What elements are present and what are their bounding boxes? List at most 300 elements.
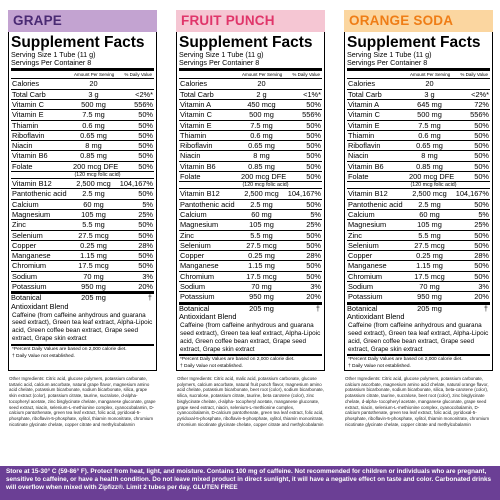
nutrient-amount: 60 mg	[419, 209, 440, 219]
botanical-description: Caffeine (from caffeine anhydrous and guarana seed extract), Green tea leaf extract, Alpha-Lipoic acid, Green coffee bean extract, Grape seed extract, Grape skin extract	[347, 322, 490, 357]
nutrient-name: Vitamin E	[12, 110, 44, 120]
nutrient-dv: 25%	[306, 220, 321, 230]
nutrient-name: Vitamin C	[180, 110, 212, 120]
nutrient-rows	[11, 79, 154, 172]
nutrient-row	[347, 172, 490, 182]
nutrient-name: Calories	[180, 79, 208, 89]
footnote-dagger: † Daily Value not established.	[348, 364, 411, 370]
nutrient-amount: 0.65 mg	[248, 141, 275, 151]
nutrient-name: Vitamin B6	[12, 151, 48, 161]
nutrient-row	[347, 141, 490, 151]
nutrient-amount: 0.6 mg	[250, 130, 273, 140]
nutrient-name: Vitamin E	[348, 120, 380, 130]
serving-size: Serving Size 1 Tube (11 g)	[179, 50, 264, 59]
nutrient-amount: 950 mg	[417, 292, 442, 302]
nutrient-amount: 20	[257, 79, 266, 89]
nutrient-name: Vitamin B12	[348, 189, 388, 199]
botanical-description: Caffeine (from caffeine anhydrous and guarana seed extract), Green tea leaf extract, Alpha-Lipoic acid, Green coffee bean extract, Grape seed extract, Grape skin extract	[179, 322, 322, 357]
nutrient-row	[11, 231, 154, 241]
nutrient-amount: 27.5 mcg	[78, 230, 109, 240]
nutrient-dv: 50%	[474, 240, 489, 250]
nutrient-dv: 104,167%	[287, 189, 321, 199]
label-title: Supplement Facts	[347, 34, 481, 51]
nutrient-amount: 27.5 mcg	[414, 240, 445, 250]
nutrient-rows-2	[11, 179, 154, 292]
dv-header: % Daily Value	[460, 72, 488, 78]
nutrient-amount: 2,500 mcg	[76, 179, 111, 189]
nutrient-name: Manganese	[12, 251, 51, 261]
nutrient-row	[179, 79, 322, 89]
nutrient-dv: 50%	[306, 230, 321, 240]
footnote-dv: *Percent Daily Values are based on 2,000 calorie diet.	[348, 357, 463, 363]
nutrient-row	[179, 172, 322, 182]
nutrient-name: Chromium	[12, 261, 47, 271]
nutrient-row	[179, 189, 322, 199]
nutrient-row	[11, 282, 154, 292]
nutrient-name: Potassium	[348, 292, 383, 302]
nutrient-amount: 8 mg	[421, 151, 438, 161]
nutrient-amount: 200 mcg DFE	[73, 161, 119, 171]
nutrient-amount: 0.85 mg	[248, 161, 275, 171]
nutrient-name: Chromium	[348, 271, 383, 281]
nutrient-dv: 50%	[138, 151, 153, 161]
flavor-banner: FRUIT PUNCH	[176, 10, 325, 32]
amount-header: Amount Per Serving	[242, 72, 283, 78]
nutrient-amount: 950 mg	[249, 292, 274, 302]
nutrient-name: Copper	[12, 240, 37, 250]
nutrient-row	[179, 251, 322, 261]
nutrient-name: Riboflavin	[180, 141, 213, 151]
nutrient-dv: 556%	[134, 100, 153, 109]
botanical-name: Botanical Antioxidant Blend	[11, 293, 69, 311]
nutrient-amount: 0.25 mg	[416, 251, 443, 261]
nutrient-amount: 3 g	[88, 89, 99, 99]
nutrient-row	[347, 162, 490, 172]
nutrient-name: Vitamin B6	[348, 161, 384, 171]
nutrient-amount: 2,500 mcg	[244, 189, 279, 199]
nutrient-row	[179, 241, 322, 251]
nutrient-amount: 70 mg	[251, 282, 272, 292]
flavor-banner: ORANGE SODA	[344, 10, 493, 32]
nutrient-amount: 645 mg	[417, 100, 442, 109]
nutrient-dv: 50%	[306, 199, 321, 209]
nutrient-dv: 50%	[138, 251, 153, 261]
storage-notice: Store at 15-30° C (59-86° F). Protect from heat, light, and moisture. Contains 100 mg of caffeine. Not recommended for children or individuals who are pregnant, sensitive to caffeine, or have a health condition. Do not leave mixed product in direct sunlight, it will have a negative effect on taste and color. Carbonated drinks will overflow when mixed with Zipfizz®. Limit 2 tubes per day. GLUTEN FREE	[0, 466, 500, 500]
nutrient-name: Vitamin A	[180, 100, 212, 109]
nutrient-name: Vitamin C	[12, 100, 44, 109]
nutrient-row	[179, 131, 322, 141]
nutrient-row	[347, 241, 490, 251]
label-title: Supplement Facts	[179, 34, 313, 51]
nutrient-amount: 27.5 mcg	[246, 240, 277, 250]
flavor-banner: GRAPE	[8, 10, 157, 32]
nutrient-row	[11, 251, 154, 261]
nutrient-name: Calories	[348, 79, 376, 89]
nutrient-row	[11, 261, 154, 271]
nutrient-amount: 5.5 mg	[418, 230, 441, 240]
nutrient-name: Copper	[348, 251, 373, 261]
nutrient-dv: 50%	[306, 141, 321, 151]
nutrient-dv	[450, 79, 490, 88]
nutrient-row	[347, 220, 490, 230]
nutrient-dv: 28%	[138, 240, 153, 250]
folate-sub: (120 mcg folic acid)	[179, 182, 322, 189]
nutrient-amount: 7.5 mg	[418, 120, 441, 130]
nutrient-amount: 1.15 mg	[248, 261, 275, 271]
nutrient-row	[11, 200, 154, 210]
nutrient-row	[179, 261, 322, 271]
nutrient-dv: 3%	[310, 282, 321, 292]
panel-orange-soda	[344, 10, 493, 427]
nutrient-row	[179, 272, 322, 282]
nutrient-row	[11, 131, 154, 141]
nutrient-amount: 0.85 mg	[416, 161, 443, 171]
nutrient-name: Selenium	[12, 230, 43, 240]
nutrient-name: Calories	[12, 79, 40, 89]
nutrient-name: Magnesium	[12, 209, 51, 219]
nutrient-row	[179, 282, 322, 292]
nutrient-row	[347, 131, 490, 141]
nutrient-name: Vitamin C	[348, 110, 380, 120]
nutrient-name: Zinc	[180, 230, 194, 240]
other-ingredients: Other Ingredients: Citric acid, glucose polymers, potassium carbonate, tartaric acid, calcium ascorbate, natural grape flavor, magnesium amino acid chelate, potassium bicarbonate, sodium bicarbonate, silica, grape skin extract (color), potassium citrate, taurine, sucralose, d-alpha-tocopheryl acetate, zinc bisglycinate chelate, manganese gluconate, grape seed extract, niacin, selenium-L-methionine complex, cyanocobalamin, D-calcium pantothenate, green tea leaf extract, folic acid, pyridoxal-5-phosphate, riboflavin-5-phosphate, xylitol, thiamin mononitrate, chromium nicotinate glycinate chelate, copper citrate and methylcobalamin	[9, 376, 156, 427]
nutrient-dv: 3%	[142, 271, 153, 281]
nutrient-amount: 0.6 mg	[418, 130, 441, 140]
botanical-row	[347, 305, 490, 322]
nutrient-row	[347, 151, 490, 161]
nutrient-name: Pantothenic acid	[348, 199, 403, 209]
botanical-name: Botanical Antioxidant Blend	[347, 303, 405, 322]
nutrient-amount: 200 mcg DFE	[241, 172, 287, 182]
nutrient-dv: 50%	[306, 120, 321, 130]
nutrient-name: Magnesium	[348, 220, 387, 230]
nutrient-amount: 500 mg	[81, 100, 106, 109]
nutrient-dv: 50%	[306, 130, 321, 140]
nutrient-dv: 50%	[306, 172, 321, 182]
nutrient-dv: 50%	[138, 141, 153, 151]
panel-fruit-punch	[176, 10, 325, 427]
nutrient-name: Selenium	[348, 240, 379, 250]
footnote-dv: *Percent Daily Values are based on 2,000 calorie diet.	[12, 347, 127, 353]
nutrient-row	[11, 220, 154, 230]
nutrient-dv: 5%	[310, 209, 321, 219]
nutrient-row	[179, 210, 322, 220]
nutrient-name: Niacin	[180, 151, 201, 161]
nutrient-dv: 104,167%	[119, 179, 153, 189]
nutrient-row	[347, 231, 490, 241]
servings-per-container: Servings Per Container 8	[179, 58, 260, 68]
nutrient-amount: 20	[425, 79, 434, 89]
nutrient-name: Calcium	[180, 209, 207, 219]
nutrient-row	[347, 90, 490, 100]
nutrient-amount: 0.65 mg	[80, 130, 107, 140]
nutrient-amount: 60 mg	[83, 199, 104, 209]
supplement-facts-label	[176, 32, 325, 371]
nutrient-dv	[114, 79, 154, 88]
nutrient-name: Riboflavin	[348, 141, 381, 151]
nutrient-amount: 450 mcg	[247, 100, 276, 109]
nutrient-dv: 50%	[138, 161, 153, 171]
nutrient-amount: 5.5 mg	[82, 220, 105, 230]
nutrient-rows-2	[347, 189, 490, 302]
nutrient-name: Pantothenic acid	[180, 199, 235, 209]
nutrient-dv: 50%	[474, 141, 489, 151]
nutrient-name: Manganese	[348, 261, 387, 271]
nutrient-dv: 50%	[474, 151, 489, 161]
footnote-dagger: † Daily Value not established.	[12, 354, 75, 360]
nutrient-amount: 60 mg	[251, 209, 272, 219]
nutrient-row	[347, 110, 490, 120]
serving-size: Serving Size 1 Tube (11 g)	[347, 50, 432, 59]
nutrient-dv: 50%	[306, 261, 321, 271]
nutrient-dv: 50%	[474, 130, 489, 140]
botanical-dv: †	[315, 303, 320, 313]
nutrient-dv: 50%	[138, 130, 153, 140]
nutrient-amount: 200 mcg DFE	[409, 172, 455, 182]
servings-per-container: Servings Per Container 8	[347, 58, 428, 68]
nutrient-dv: 50%	[474, 161, 489, 171]
nutrient-name: Copper	[180, 251, 205, 261]
nutrient-name: Sodium	[180, 282, 206, 292]
nutrient-row	[11, 210, 154, 220]
folate-sub: (120 mcg folic acid)	[347, 182, 490, 189]
nutrient-amount: 70 mg	[419, 282, 440, 292]
nutrient-name: Thiamin	[348, 130, 375, 140]
nutrient-name: Calcium	[348, 209, 375, 219]
nutrient-amount: 0.25 mg	[80, 240, 107, 250]
nutrient-name: Sodium	[348, 282, 374, 292]
nutrient-row	[347, 261, 490, 271]
nutrient-amount: 7.5 mg	[82, 110, 105, 120]
nutrient-amount: 2.5 mg	[82, 189, 105, 199]
nutrient-amount: 17.5 mcg	[414, 271, 445, 281]
nutrient-row	[11, 141, 154, 151]
nutrient-name: Vitamin A	[348, 100, 380, 109]
nutrient-row	[11, 151, 154, 161]
nutrient-row	[347, 210, 490, 220]
nutrient-dv: 50%	[306, 151, 321, 161]
nutrient-amount: 1.15 mg	[80, 251, 107, 261]
nutrient-row	[347, 282, 490, 292]
nutrient-row	[11, 100, 154, 110]
nutrient-name: Total Carb	[12, 89, 46, 99]
nutrient-amount: 2.5 mg	[250, 199, 273, 209]
nutrient-name: Niacin	[12, 141, 33, 151]
nutrient-row	[179, 200, 322, 210]
botanical-dv: †	[483, 303, 488, 313]
nutrient-name: Folate	[348, 172, 369, 182]
nutrient-name: Thiamin	[180, 130, 207, 140]
nutrient-row	[347, 251, 490, 261]
nutrient-dv: 50%	[474, 120, 489, 130]
supplement-facts-label	[8, 32, 157, 371]
nutrient-name: Folate	[12, 161, 33, 171]
botanical-dv: †	[147, 293, 152, 303]
botanical-description: Caffeine (from caffeine anhydrous and guarana seed extract), Green tea leaf extract, Alpha-Lipoic acid, Green coffee bean extract, Grape seed extract, Grape skin extract	[11, 312, 154, 347]
nutrient-amount: 0.65 mg	[416, 141, 443, 151]
nutrient-dv: 50%	[474, 261, 489, 271]
nutrient-row	[11, 90, 154, 100]
nutrient-amount: 17.5 mcg	[246, 271, 277, 281]
nutrient-dv: 50%	[138, 189, 153, 199]
nutrient-row	[179, 141, 322, 151]
nutrient-name: Total Carb	[348, 89, 382, 99]
nutrient-name: Sodium	[12, 271, 38, 281]
column-header	[347, 71, 490, 79]
nutrient-row	[179, 220, 322, 230]
nutrient-row	[179, 151, 322, 161]
nutrient-dv: 72%	[474, 100, 489, 109]
nutrient-dv: 50%	[306, 240, 321, 250]
nutrient-row	[179, 292, 322, 302]
supplement-facts-label	[344, 32, 493, 371]
nutrient-amount: 8 mg	[85, 141, 102, 151]
nutrient-amount: 1.15 mg	[416, 261, 443, 271]
nutrient-row	[347, 121, 490, 131]
dv-header: % Daily Value	[292, 72, 320, 78]
nutrient-dv: 50%	[474, 172, 489, 182]
nutrient-amount: 500 mg	[417, 110, 442, 120]
nutrient-name: Potassium	[12, 282, 47, 292]
nutrient-amount: 2,500 mcg	[412, 189, 447, 199]
nutrient-dv: <2%*	[135, 89, 153, 99]
botanical-row	[11, 294, 154, 311]
nutrient-row	[11, 110, 154, 120]
nutrient-amount: 500 mg	[249, 110, 274, 120]
nutrient-amount: 20	[89, 79, 98, 89]
nutrient-name: Vitamin E	[180, 120, 212, 130]
nutrient-dv: 28%	[474, 251, 489, 261]
nutrient-dv: 25%	[138, 209, 153, 219]
nutrient-amount: 17.5 mcg	[78, 261, 109, 271]
botanical-row	[179, 305, 322, 322]
nutrient-amount: 105 mg	[249, 220, 274, 230]
column-header	[11, 71, 154, 79]
nutrient-row	[11, 179, 154, 189]
nutrient-amount: 0.25 mg	[248, 251, 275, 261]
nutrient-row	[179, 110, 322, 120]
nutrient-name: Selenium	[180, 240, 211, 250]
nutrient-amount: 0.85 mg	[80, 151, 107, 161]
nutrient-amount: 105 mg	[417, 220, 442, 230]
nutrient-amount: 2 g	[256, 89, 267, 99]
footnote-dagger: † Daily Value not established.	[180, 364, 243, 370]
nutrient-row	[11, 79, 154, 89]
nutrient-rows-2	[179, 189, 322, 302]
nutrient-dv: <2%*	[471, 89, 489, 99]
nutrient-dv: 50%	[474, 199, 489, 209]
nutrient-name: Vitamin B6	[180, 161, 216, 171]
nutrient-dv: 28%	[306, 251, 321, 261]
nutrient-row	[179, 90, 322, 100]
nutrient-row	[11, 272, 154, 282]
amount-header: Amount Per Serving	[410, 72, 451, 78]
nutrient-rows	[179, 79, 322, 182]
nutrient-dv: 556%	[302, 110, 321, 120]
nutrient-row	[179, 100, 322, 110]
nutrient-name: Zinc	[348, 230, 362, 240]
nutrient-row	[179, 121, 322, 131]
nutrient-row	[347, 200, 490, 210]
nutrient-dv: 20%	[474, 292, 489, 302]
column-header	[179, 71, 322, 79]
nutrient-row	[347, 189, 490, 199]
nutrient-name: Riboflavin	[12, 130, 45, 140]
nutrient-dv: <1%*	[303, 89, 321, 99]
nutrient-dv: 50%	[306, 271, 321, 281]
nutrient-row	[11, 121, 154, 131]
nutrient-name: Manganese	[180, 261, 219, 271]
nutrient-name: Zinc	[12, 220, 26, 230]
nutrient-dv: 5%	[142, 199, 153, 209]
label-title: Supplement Facts	[11, 34, 145, 51]
nutrient-row	[347, 100, 490, 110]
serving-size: Serving Size 1 Tube (11 g)	[11, 50, 96, 59]
nutrient-amount: 3 g	[424, 89, 435, 99]
panel-grape	[8, 10, 157, 427]
servings-per-container: Servings Per Container 8	[11, 58, 92, 68]
nutrient-name: Niacin	[348, 151, 369, 161]
nutrient-dv: 50%	[138, 261, 153, 271]
nutrient-amount: 70 mg	[83, 271, 104, 281]
botanical-amount: 205 mg	[417, 303, 442, 313]
nutrient-amount: 7.5 mg	[250, 120, 273, 130]
nutrient-dv: 5%	[478, 209, 489, 219]
other-ingredients: Other Ingredients: Citric acid, malic acid, potassium carbonate, glucose polymers, calcium ascorbate, natural fruit punch flavor, magnesium amino acid chelate, potassium bicarbonate, beet root (color), sodium bicarbonate, silica, sucralose, potassium citrate, taurine, beta carotene (color), zinc bisglycinate chelate, d-alpha- tocopheryl acetate, manganese gluconate, grape seed extract, niacin, selenium-L-methionine complex, cyanocobalamin, D-calcium pantothenate, green tea leaf extract, folic acid, pyridoxal-5-phosphate, riboflavin-5-phosphate, xylitol, thiamin mononitrate, chromium nicotinate glycinate chelate, copper citrate and methylcobalamin	[177, 376, 325, 427]
amount-header: Amount Per Serving	[74, 72, 115, 78]
nutrient-row	[179, 162, 322, 172]
nutrient-row	[11, 162, 154, 172]
folate-sub: (120 mcg folic acid)	[11, 172, 154, 179]
nutrient-dv	[282, 79, 322, 88]
footnote-dv: *Percent Daily Values are based on 2,000 calorie diet.	[180, 357, 295, 363]
nutrient-row	[347, 272, 490, 282]
nutrient-dv: 50%	[138, 220, 153, 230]
nutrient-row	[11, 189, 154, 199]
other-ingredients: Other Ingredients: Citric acid, glucose polymers, potassium carbonate, calcium ascorbate, magnesium amino acid chelate, natural orange flavor, potassium bicarbonate, sodium bicarbonate, silica, beta-carotene (color), potassium citrate, taurine, sucralose, beet root (color), zinc bisglycinate chelate, d-alpha- tocopheryl acetate, manganese gluconate, grape seed extract, niacin, selenium-L-methionine complex, cyanocobalamin, D-calcium pantothenate, green tea leaf extract, folic acid, pyridoxal-5-phosphate, riboflavin-5-phosphate, xylitol, thiamin mononitrate, chromium nicotinate glycinate chelate, copper citrate and methylcobalamin	[345, 376, 490, 427]
nutrient-name: Total Carb	[180, 89, 214, 99]
nutrient-row	[11, 241, 154, 251]
nutrient-name: Calcium	[12, 199, 39, 209]
nutrient-dv: 50%	[474, 230, 489, 240]
nutrient-dv: 20%	[306, 292, 321, 302]
nutrient-name: Potassium	[180, 292, 215, 302]
nutrient-row	[179, 231, 322, 241]
nutrient-dv: 50%	[306, 161, 321, 171]
nutrient-dv: 3%	[478, 282, 489, 292]
nutrient-dv: 20%	[138, 282, 153, 292]
nutrient-name: Vitamin B12	[180, 189, 220, 199]
nutrient-dv: 556%	[470, 110, 489, 120]
nutrient-dv: 50%	[138, 230, 153, 240]
nutrient-name: Folate	[180, 172, 201, 182]
nutrient-name: Pantothenic acid	[12, 189, 67, 199]
nutrient-name: Thiamin	[12, 120, 39, 130]
nutrient-dv: 104,167%	[455, 189, 489, 199]
nutrient-amount: 105 mg	[81, 209, 106, 219]
nutrient-row	[347, 79, 490, 89]
nutrient-row	[347, 292, 490, 302]
nutrient-amount: 8 mg	[253, 151, 270, 161]
nutrient-name: Chromium	[180, 271, 215, 281]
nutrient-amount: 5.5 mg	[250, 230, 273, 240]
botanical-amount: 205 mg	[81, 293, 106, 303]
botanical-amount: 205 mg	[249, 303, 274, 313]
nutrient-rows	[347, 79, 490, 182]
nutrient-dv: 50%	[138, 120, 153, 130]
nutrient-amount: 2.5 mg	[418, 199, 441, 209]
nutrient-dv: 50%	[474, 271, 489, 281]
